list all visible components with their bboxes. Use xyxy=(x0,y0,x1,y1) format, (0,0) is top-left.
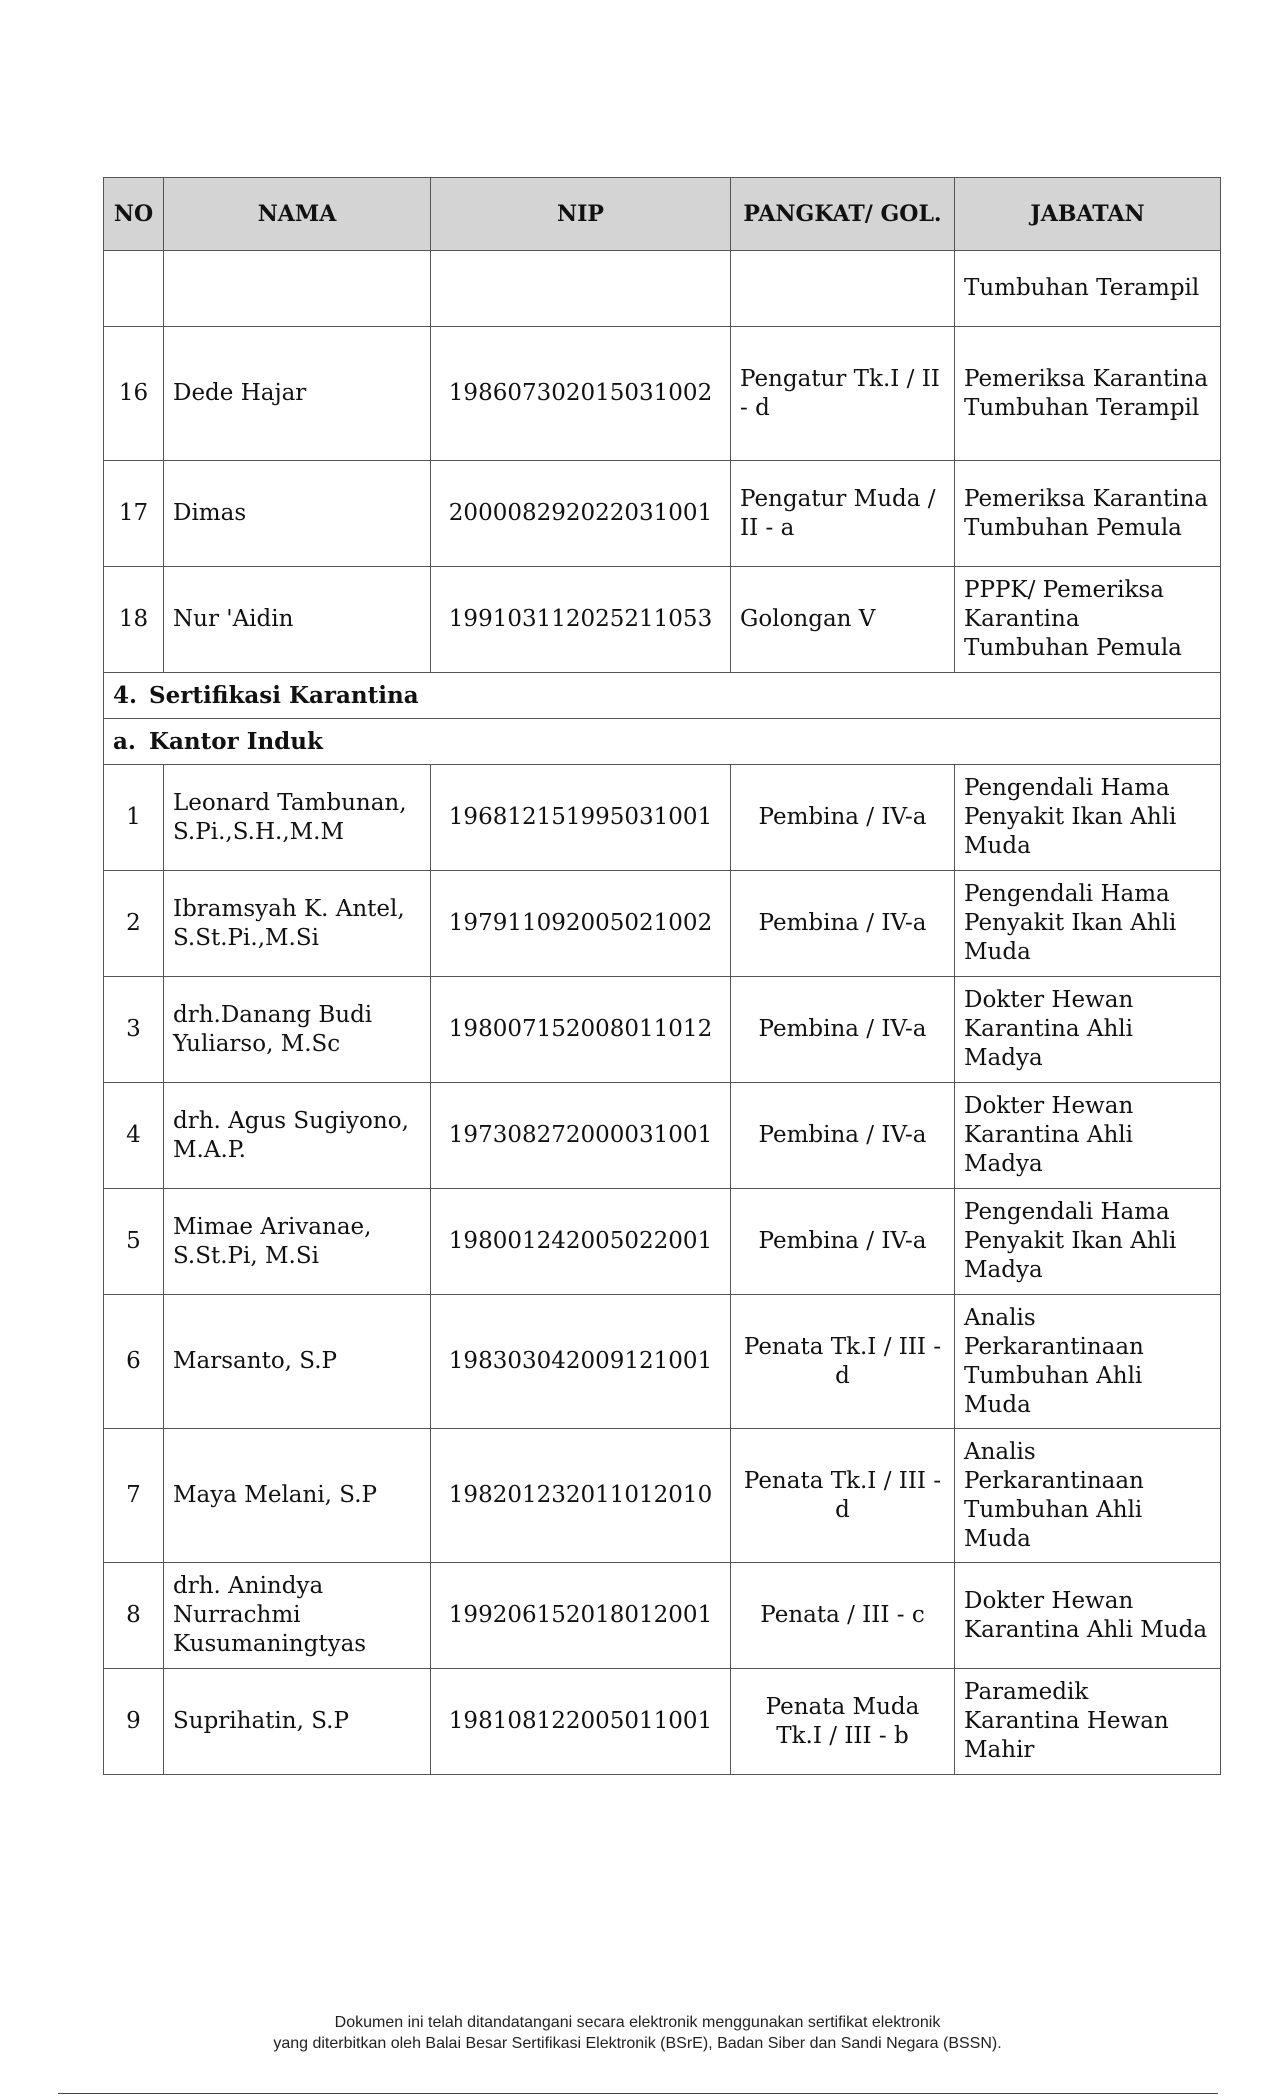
cell-jabatan: Analis Perkarantinaan Tumbuhan Ahli Muda xyxy=(955,1295,1221,1429)
section-heading xyxy=(104,673,1221,719)
cell-jabatan: Dokter Hewan Karantina Ahli Madya xyxy=(955,1083,1221,1189)
cell-no: 1 xyxy=(104,765,164,871)
cell-pangkat: Pembina / IV-a xyxy=(731,1189,955,1295)
cell-no: 5 xyxy=(104,1189,164,1295)
cell-nip: 197911092005021002 xyxy=(431,871,731,977)
table-row xyxy=(104,567,1221,673)
cell-nama: Suprihatin, S.P xyxy=(164,1669,431,1775)
table-body xyxy=(104,251,1221,1775)
cell-nip: 199206152018012001 xyxy=(431,1563,731,1669)
cell-nama: drh.Danang Budi Yuliarso, M.Sc xyxy=(164,977,431,1083)
table-row xyxy=(104,1189,1221,1295)
table-row xyxy=(104,461,1221,567)
footer-line-2: yang diterbitkan oleh Balai Besar Sertifikasi Elektronik (BSrE), Badan Siber dan Sandi Negara (BSSN). xyxy=(273,2035,1002,2052)
cell-nama: drh. Agus Sugiyono, M.A.P. xyxy=(164,1083,431,1189)
cell-pangkat: Pengatur Muda / II - a xyxy=(731,461,955,567)
cell-nama xyxy=(164,251,431,327)
cell-nip: 198607302015031002 xyxy=(431,327,731,461)
cell-no: 18 xyxy=(104,567,164,673)
table-row xyxy=(104,327,1221,461)
cell-jabatan: Tumbuhan Terampil xyxy=(955,251,1221,327)
cell-nama: Mimae Arivanae, S.St.Pi, M.Si xyxy=(164,1189,431,1295)
cell-pangkat xyxy=(731,251,955,327)
cell-nip: 199103112025211053 xyxy=(431,567,731,673)
table-row xyxy=(104,1295,1221,1429)
table-row xyxy=(104,1669,1221,1775)
subsection-heading-row xyxy=(104,719,1221,765)
cell-nama: Dimas xyxy=(164,461,431,567)
header-nip: NIP xyxy=(431,178,731,251)
cell-nip xyxy=(431,251,731,327)
cell-jabatan: Dokter Hewan Karantina Ahli Muda xyxy=(955,1563,1221,1669)
section-heading-row xyxy=(104,673,1221,719)
subsection-title: Kantor Induk xyxy=(149,728,323,755)
cell-nip: 198108122005011001 xyxy=(431,1669,731,1775)
cell-jabatan: Pemeriksa Karantina Tumbuhan Pemula xyxy=(955,461,1221,567)
header-nama: NAMA xyxy=(164,178,431,251)
cell-no: 3 xyxy=(104,977,164,1083)
footer-line-1: Dokumen ini telah ditandatangani secara elektronik menggunakan sertifikat elektronik xyxy=(334,2014,941,2031)
cell-nip: 198201232011012010 xyxy=(431,1429,731,1563)
cell-nama: drh. Anindya Nurrachmi Kusumaningtyas xyxy=(164,1563,431,1669)
table-row xyxy=(104,1429,1221,1563)
subsection-number: a. xyxy=(113,728,136,755)
cell-jabatan: Pengendali Hama Penyakit Ikan Ahli Muda xyxy=(955,871,1221,977)
cell-jabatan: PPPK/ Pemeriksa Karantina Tumbuhan Pemula xyxy=(955,567,1221,673)
cell-no: 9 xyxy=(104,1669,164,1775)
personnel-table xyxy=(103,177,1221,1775)
cell-jabatan: Pengendali Hama Penyakit Ikan Ahli Madya xyxy=(955,1189,1221,1295)
cell-pangkat: Penata Tk.I / III - d xyxy=(731,1295,955,1429)
cell-nama: Leonard Tambunan, S.Pi.,S.H.,M.M xyxy=(164,765,431,871)
cell-pangkat: Pengatur Tk.I / II - d xyxy=(731,327,955,461)
cell-nama: Dede Hajar xyxy=(164,327,431,461)
table-row xyxy=(104,251,1221,327)
cell-no: 8 xyxy=(104,1563,164,1669)
section-title: Sertifikasi Karantina xyxy=(149,682,419,709)
cell-no: 7 xyxy=(104,1429,164,1563)
header-no: NO xyxy=(104,178,164,251)
cell-jabatan: Pengendali Hama Penyakit Ikan Ahli Muda xyxy=(955,765,1221,871)
cell-no: 6 xyxy=(104,1295,164,1429)
header-jabatan: JABATAN xyxy=(955,178,1221,251)
footer xyxy=(0,2012,1275,2054)
cell-no: 2 xyxy=(104,871,164,977)
cell-pangkat: Pembina / IV-a xyxy=(731,1083,955,1189)
cell-no: 16 xyxy=(104,327,164,461)
table-row xyxy=(104,871,1221,977)
table-row xyxy=(104,977,1221,1083)
cell-pangkat: Penata Tk.I / III - d xyxy=(731,1429,955,1563)
cell-no xyxy=(104,251,164,327)
cell-nip: 196812151995031001 xyxy=(431,765,731,871)
cell-nama: Ibramsyah K. Antel, S.St.Pi.,M.Si xyxy=(164,871,431,977)
footer-divider xyxy=(58,2093,1218,2094)
cell-pangkat: Pembina / IV-a xyxy=(731,871,955,977)
cell-nip: 197308272000031001 xyxy=(431,1083,731,1189)
cell-jabatan: Pemeriksa Karantina Tumbuhan Terampil xyxy=(955,327,1221,461)
table-row xyxy=(104,1563,1221,1669)
cell-jabatan: Paramedik Karantina Hewan Mahir xyxy=(955,1669,1221,1775)
cell-jabatan: Analis Perkarantinaan Tumbuhan Ahli Muda xyxy=(955,1429,1221,1563)
cell-no: 4 xyxy=(104,1083,164,1189)
cell-nama: Nur 'Aidin xyxy=(164,567,431,673)
table-header-row xyxy=(104,178,1221,251)
header-pangkat: PANGKAT/ GOL. xyxy=(731,178,955,251)
cell-nip: 198303042009121001 xyxy=(431,1295,731,1429)
table-row xyxy=(104,1083,1221,1189)
cell-jabatan: Dokter Hewan Karantina Ahli Madya xyxy=(955,977,1221,1083)
cell-pangkat: Penata Muda Tk.I / III - b xyxy=(731,1669,955,1775)
cell-pangkat: Penata / III - c xyxy=(731,1563,955,1669)
section-number: 4. xyxy=(113,682,138,709)
cell-nip: 198001242005022001 xyxy=(431,1189,731,1295)
subsection-heading xyxy=(104,719,1221,765)
cell-nip: 198007152008011012 xyxy=(431,977,731,1083)
cell-nip: 200008292022031001 xyxy=(431,461,731,567)
cell-pangkat: Pembina / IV-a xyxy=(731,765,955,871)
cell-no: 17 xyxy=(104,461,164,567)
cell-pangkat: Golongan V xyxy=(731,567,955,673)
cell-pangkat: Pembina / IV-a xyxy=(731,977,955,1083)
cell-nama: Marsanto, S.P xyxy=(164,1295,431,1429)
cell-nama: Maya Melani, S.P xyxy=(164,1429,431,1563)
table-row xyxy=(104,765,1221,871)
